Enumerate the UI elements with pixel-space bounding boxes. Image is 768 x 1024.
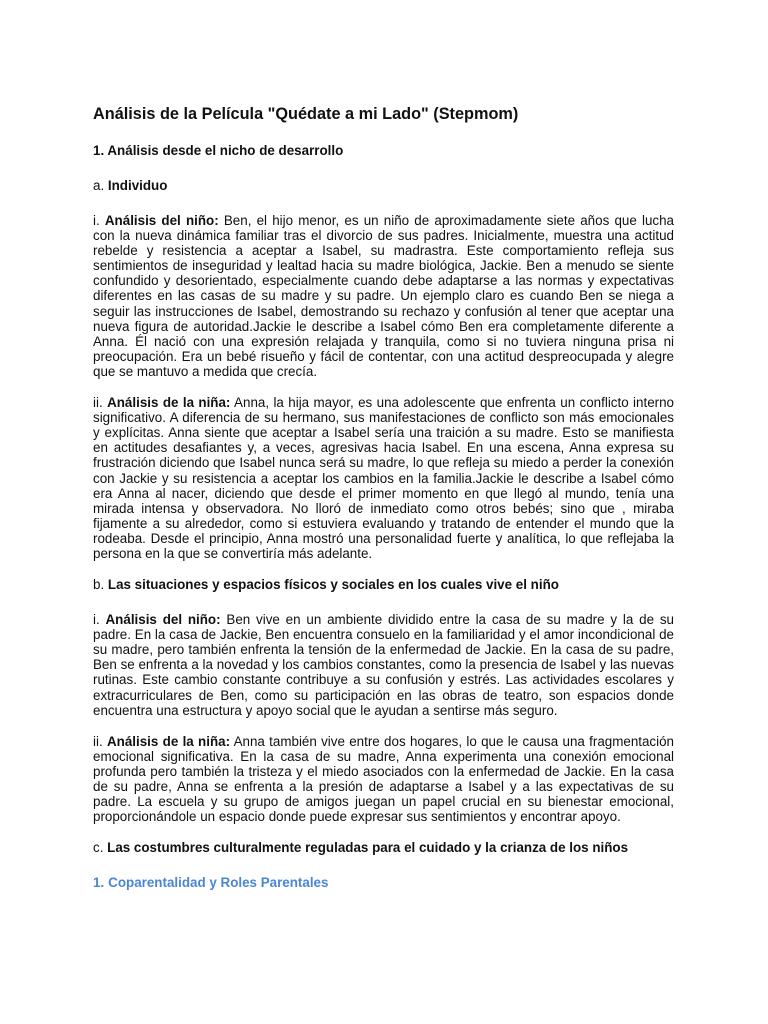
paragraph-a-ii [93,395,674,561]
paragraph-b-i-text: Ben vive en un ambiente dividido entre la casa de su madre y la de su padre. En la casa de Jackie, Ben encuentra consuelo en la familiaridad y el amor incondicional de su madre, pero también enfrenta la tensión de la enfermedad de Jackie. En la casa de su padre, Ben se enfrenta a la novedad y los cambios constantes, como la presencia de Isabel y las nuevas rutinas. Este cambio constante contribuye a su confusión y estrés. Las actividades escolares y extracurriculares de Ben, como su participación en las obras de teatro, son espacios donde encuentra una estructura y apoyo social que le ayudan a sentirse más seguro. [93,612,674,718]
subheading-b-prefix: b. [93,577,108,593]
paragraph-b-ii-prefix: ii. [93,733,107,749]
paragraph-b-ii-lead: Análisis de la niña: [106,733,231,749]
paragraph-b-ii [93,734,674,825]
heading-c-1-label: Coparentalidad y Roles Parentales [108,875,329,891]
paragraph-a-i [93,213,674,379]
subheading-a [93,178,674,194]
paragraph-a-i-text: Ben, el hijo menor, es un niño de aproximadamente siete años que lucha con la nueva dinámica familiar tras el divorcio de sus padres. Inicialmente, muestra una actitud rebelde y resistencia a aceptar a Isabel, su madrastra. Este comportamiento refleja sus sentimientos de inseguridad y lealtad hacia su madre biológica, Jackie. Ben a menudo se siente confundido y desorientado, especialmente cuando debe adaptarse a las normas y expectativas diferentes en las casas de su madre y su padre. Un ejemplo claro es cuando Ben se niega a seguir las instrucciones de Isabel, demostrando su rechazo y confusión al tener que aceptar una nueva figura de autoridad.Jackie le describe a Isabel cómo Ben era completamente diferente a Anna. Él nació con una expresión relajada y tranquila, como si no tuviera ninguna prisa ni preocupación. Era un bebé risueño y fácil de contentar, con una actitud despreocupada y alegre que se mantuvo a medida que crecía. [93,213,674,379]
paragraph-a-i-prefix: i. [93,213,105,228]
heading-c-1-number: 1. [93,875,105,891]
heading-c-1 [93,875,674,891]
paragraph-b-i [93,612,674,718]
paragraph-a-ii-lead: Análisis de la niña: [107,395,231,411]
subheading-c [93,840,674,856]
paragraph-a-ii-prefix: ii. [93,395,108,411]
subheading-b [93,577,674,593]
paragraph-b-i-prefix: i. [93,612,106,628]
document-title: Análisis de la Película "Quédate a mi Lado" (Stepmom) [93,105,519,123]
paragraph-b-ii-text: Anna también vive entre dos hogares, lo que le causa una fragmentación emocional significativa. En la casa de su madre, Anna experimenta una conexión emocional profunda pero también la tristeza y el miedo asociados con la enfermedad de Jackie. En la casa de su padre, Anna se enfrenta a la presión de adaptarse a Isabel y a las expectativas de su padre. La escuela y su grupo de amigos juegan un papel crucial en su bienestar emocional, proporcionándole un espacio donde puede expresar sus sentimientos y encontrar apoyo. [93,733,674,825]
subheading-b-label: Las situaciones y espacios físicos y sociales en los cuales vive el niño [107,577,559,593]
paragraph-a-ii-text: Anna, la hija mayor, es una adolescente que enfrenta un conflicto interno significativo. A diferencia de su hermano, sus manifestaciones de conflicto son más emocionales y explícitas. Anna siente que aceptar a Isabel sería una traición a su madre. Esto se manifiesta en actitudes desafiantes y, a veces, agresivas hacia Isabel. En una escena, Anna expresa su frustración diciendo que Isabel nunca será su madre, lo que refleja su miedo a perder la conexión con Jackie y su resistencia a aceptar los cambios en la familia.Jackie le describe a Isabel cómo era Anna al nacer, diciendo que desde el primer momento en que llegó al mundo, tenía una mirada intensa y observadora. No lloró de inmediato como otros bebés; sino que , miraba fijamente a su alrededor, como si estuviera evaluando y tratando de entender el mundo que la rodeaba. Desde el principio, Anna mostró una personalidad fuerte y analítica, lo que reflejaba la persona en la que se convertiría más adelante. [93,395,674,561]
paragraph-b-i-lead: Análisis del niño: [105,612,221,628]
subheading-a-prefix: a. [93,178,108,193]
subheading-c-label: Las costumbres culturalmente reguladas para el cuidado y la crianza de los niños [107,840,629,856]
section-heading-1: 1. Análisis desde el nicho de desarrollo [93,143,344,158]
subheading-a-label: Individuo [107,178,168,193]
paragraph-a-i-lead: Análisis del niño: [104,213,219,228]
subheading-c-prefix: c. [93,840,108,856]
